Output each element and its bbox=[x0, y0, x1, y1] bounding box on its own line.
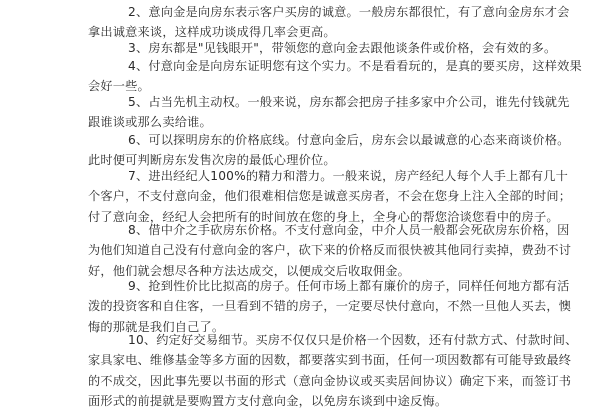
paragraph-6 bbox=[88, 130, 570, 171]
paragraph-line: 7、进出经纪人100%的精力和潜力。一般来说，房产经纪人每个人手上都有几十 bbox=[128, 169, 568, 183]
paragraph-line: 拿出诚意来谈，这样成功谈成得几率会更高。 bbox=[88, 25, 336, 40]
paragraph-line: 的不成交，因此事先要以书面的形式（意向金协议或买卖居间协议）确定下来，而签订书 bbox=[88, 373, 572, 388]
paragraph-line: 泼的投资客和自住客，一旦看到不错的房子，一定要尽快付意向，不然一旦他人买去，懊 bbox=[88, 299, 572, 314]
paragraph-4 bbox=[88, 56, 582, 97]
paragraph-line: 悔的那就是我们自己了。 bbox=[88, 319, 225, 334]
paragraph-8 bbox=[88, 220, 572, 281]
paragraph-line: 5、占当先机主动权。一般来说，房东都会把房子挂多家中介公司，谁先付钱就先 bbox=[128, 95, 570, 109]
paragraph-line: 10、约定好交易细节。买房不仅仅只是价格一个因数，还有付款方式、付款时间、 bbox=[128, 333, 578, 347]
paragraph-2 bbox=[88, 2, 570, 43]
paragraph-line: 9、抢到性价比比拟高的房子。任何市场上都有廉价的房子，同样任何地方都有活 bbox=[128, 279, 570, 293]
paragraph-line: 家具家电、维修基金等多方面的因数，都要落实到书面，任何一项因数都有可能导致最终 bbox=[88, 353, 572, 368]
paragraph-line: 6、可以探明房东的价格底线。付意向金后，房东会以最诚意的心态来商谈价格。 bbox=[128, 133, 570, 147]
paragraph-line: 3、房东都是"见钱眼开"，带领您的意向金去跟他谈条件或价格，会有效的多。 bbox=[128, 41, 557, 55]
paragraph-5 bbox=[88, 92, 570, 133]
paragraph-line: 此时便可判断房东发售次房的最低心理价位。 bbox=[88, 153, 336, 168]
paragraph-line: 8、借中介之手砍房东价格。不支付意向金，中介人员一般都会死砍房东价格，因 bbox=[128, 223, 570, 237]
paragraph-line: 4、付意向金是向房东证明您有这个实力。不是看看玩的，是真的要买房，这样效果 bbox=[128, 59, 582, 73]
paragraph-line: 为他们知道自己没有付意向金的客户，砍下来的价格反而很快被其他同行卖掉，费劲不讨 bbox=[88, 243, 572, 258]
paragraph-line: 2、意向金是向房东表示客户买房的诚意。一般房东都很忙，有了意向金房东才会 bbox=[128, 5, 570, 19]
paragraph-10 bbox=[88, 330, 578, 411]
paragraph-line: 付了意向金，经纪人会把所有的时间放在您的身上，全身心的帮您洽谈您看中的房子。 bbox=[88, 209, 559, 224]
paragraph-line: 跟谁谈或那么卖给谁。 bbox=[88, 115, 212, 130]
paragraph-7 bbox=[88, 166, 572, 227]
paragraph-line: 好，他们就会想尽各种方法达成交，以便成交后收取佣金。 bbox=[88, 263, 411, 278]
paragraph-line: 个客户，不支付意向金，他们很难相信您是诚意买房者，不会在您身上注入全部的时间； bbox=[88, 189, 572, 204]
paragraph-line: 面形式的前提就是要购置方支付意向金，以免房东谈到中途反悔。 bbox=[88, 393, 448, 408]
paragraph-line: 会好一些。 bbox=[88, 79, 150, 94]
paragraph-9 bbox=[88, 276, 572, 337]
